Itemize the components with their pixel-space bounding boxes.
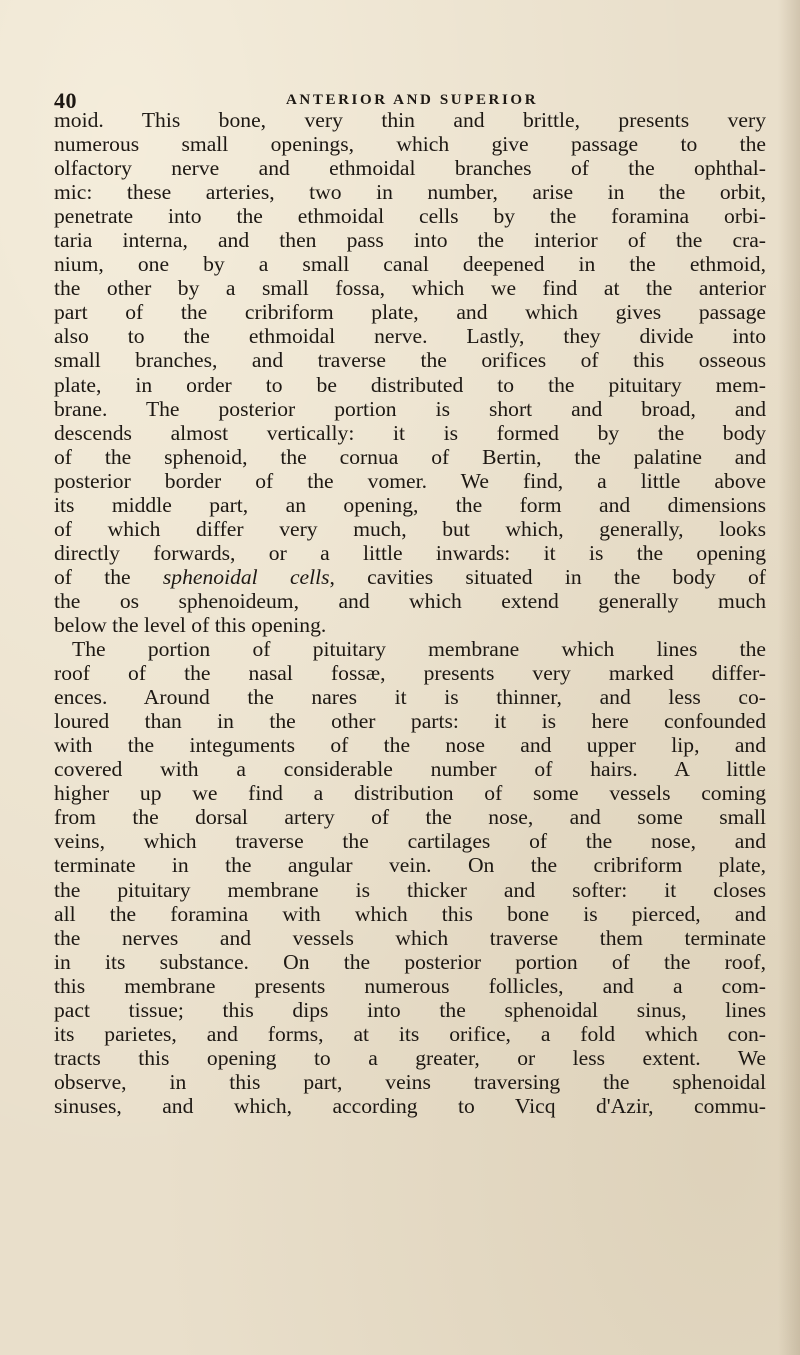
body-text bbox=[54, 108, 766, 1118]
text-line: observe, in this part, veins traversing the sphenoidal bbox=[54, 1069, 766, 1094]
text-line: pact tissue; this dips into the sphenoidal sinus, lines bbox=[54, 997, 766, 1022]
text-line-with-italic bbox=[54, 565, 766, 589]
text-line: numerous small openings, which give passage to the bbox=[54, 132, 766, 157]
text-line: taria interna, and then pass into the interior of the cra- bbox=[54, 228, 766, 253]
paragraph-2 bbox=[54, 637, 766, 1118]
text-line: below the level of this opening. bbox=[54, 612, 327, 637]
running-head: ANTERIOR AND SUPERIOR bbox=[286, 92, 539, 108]
text-line: of the sphenoid, the cornua of Bertin, the palatine and bbox=[54, 444, 766, 469]
text-line: posterior border of the vomer. We find, a little above bbox=[54, 468, 766, 493]
text-line: The portion of pituitary membrane which lines the bbox=[72, 637, 766, 662]
text-line: also to the ethmoidal nerve. Lastly, they divide into bbox=[54, 324, 766, 349]
text-line: ences. Around the nares it is thinner, and less co- bbox=[54, 685, 766, 710]
text-line: small branches, and traverse the orifices of this osseous bbox=[54, 348, 766, 373]
text-line: the nerves and vessels which traverse them terminate bbox=[54, 925, 766, 950]
text-line: brane. The posterior portion is short and broad, and bbox=[54, 396, 766, 421]
text-line: terminate in the angular vein. On the cribriform plate, bbox=[54, 853, 766, 878]
text-line: in its substance. On the posterior portion of the roof, bbox=[54, 949, 766, 974]
text-line: the os sphenoideum, and which extend generally much bbox=[54, 588, 766, 613]
text-line: tracts this opening to a greater, or less extent. We bbox=[54, 1045, 766, 1070]
text-line: sinuses, and which, according to Vicq d'Azir, commu- bbox=[54, 1093, 766, 1118]
text-line: mic: these arteries, two in number, arise in the orbit, bbox=[54, 180, 766, 205]
text-line: the pituitary membrane is thicker and softer: it closes bbox=[54, 877, 766, 902]
page-edge-shadow bbox=[778, 0, 800, 1355]
text-line: loured than in the other parts: it is here confounded bbox=[54, 709, 766, 734]
text-line: from the dorsal artery of the nose, and some small bbox=[54, 805, 766, 830]
text-fragment: of the bbox=[54, 564, 163, 589]
text-line: plate, in order to be distributed to the pituitary mem- bbox=[54, 372, 766, 397]
text-line: nium, one by a small canal deepened in the ethmoid, bbox=[54, 252, 766, 277]
text-line: roof of the nasal fossæ, presents very marked differ- bbox=[54, 661, 766, 686]
text-line: veins, which traverse the cartilages of the nose, and bbox=[54, 829, 766, 854]
text-line: olfactory nerve and ethmoidal branches of the ophthal- bbox=[54, 156, 766, 181]
text-line: of which differ very much, but which, generally, looks bbox=[54, 516, 766, 541]
text-line: part of the cribriform plate, and which gives passage bbox=[54, 300, 766, 325]
page-number: 40 bbox=[54, 88, 77, 113]
italic-term: sphenoidal cells bbox=[162, 564, 330, 589]
text-line: its middle part, an opening, the form and dimensions bbox=[54, 492, 766, 517]
text-line: descends almost vertically: it is formed by the body bbox=[54, 420, 766, 445]
text-line: higher up we find a distribution of some vessels coming bbox=[54, 781, 766, 806]
text-line: the other by a small fossa, which we find at the anterior bbox=[54, 276, 766, 301]
text-line: this membrane presents numerous follicles, and a com- bbox=[54, 973, 766, 998]
paragraph-1 bbox=[54, 108, 766, 637]
text-line: with the integuments of the nose and upper lip, and bbox=[54, 733, 766, 758]
text-line: directly forwards, or a little inwards: it is the opening bbox=[54, 540, 766, 565]
text-line: moid. This bone, very thin and brittle, presents very bbox=[54, 108, 766, 132]
text-line: penetrate into the ethmoidal cells by the foramina orbi- bbox=[54, 204, 766, 229]
text-fragment: , cavities situated in the body of bbox=[329, 564, 766, 589]
text-line: covered with a considerable number of hairs. A little bbox=[54, 757, 766, 782]
text-line: its parietes, and forms, at its orifice, a fold which con- bbox=[54, 1021, 766, 1046]
text-line: all the foramina with which this bone is pierced, and bbox=[54, 901, 766, 926]
